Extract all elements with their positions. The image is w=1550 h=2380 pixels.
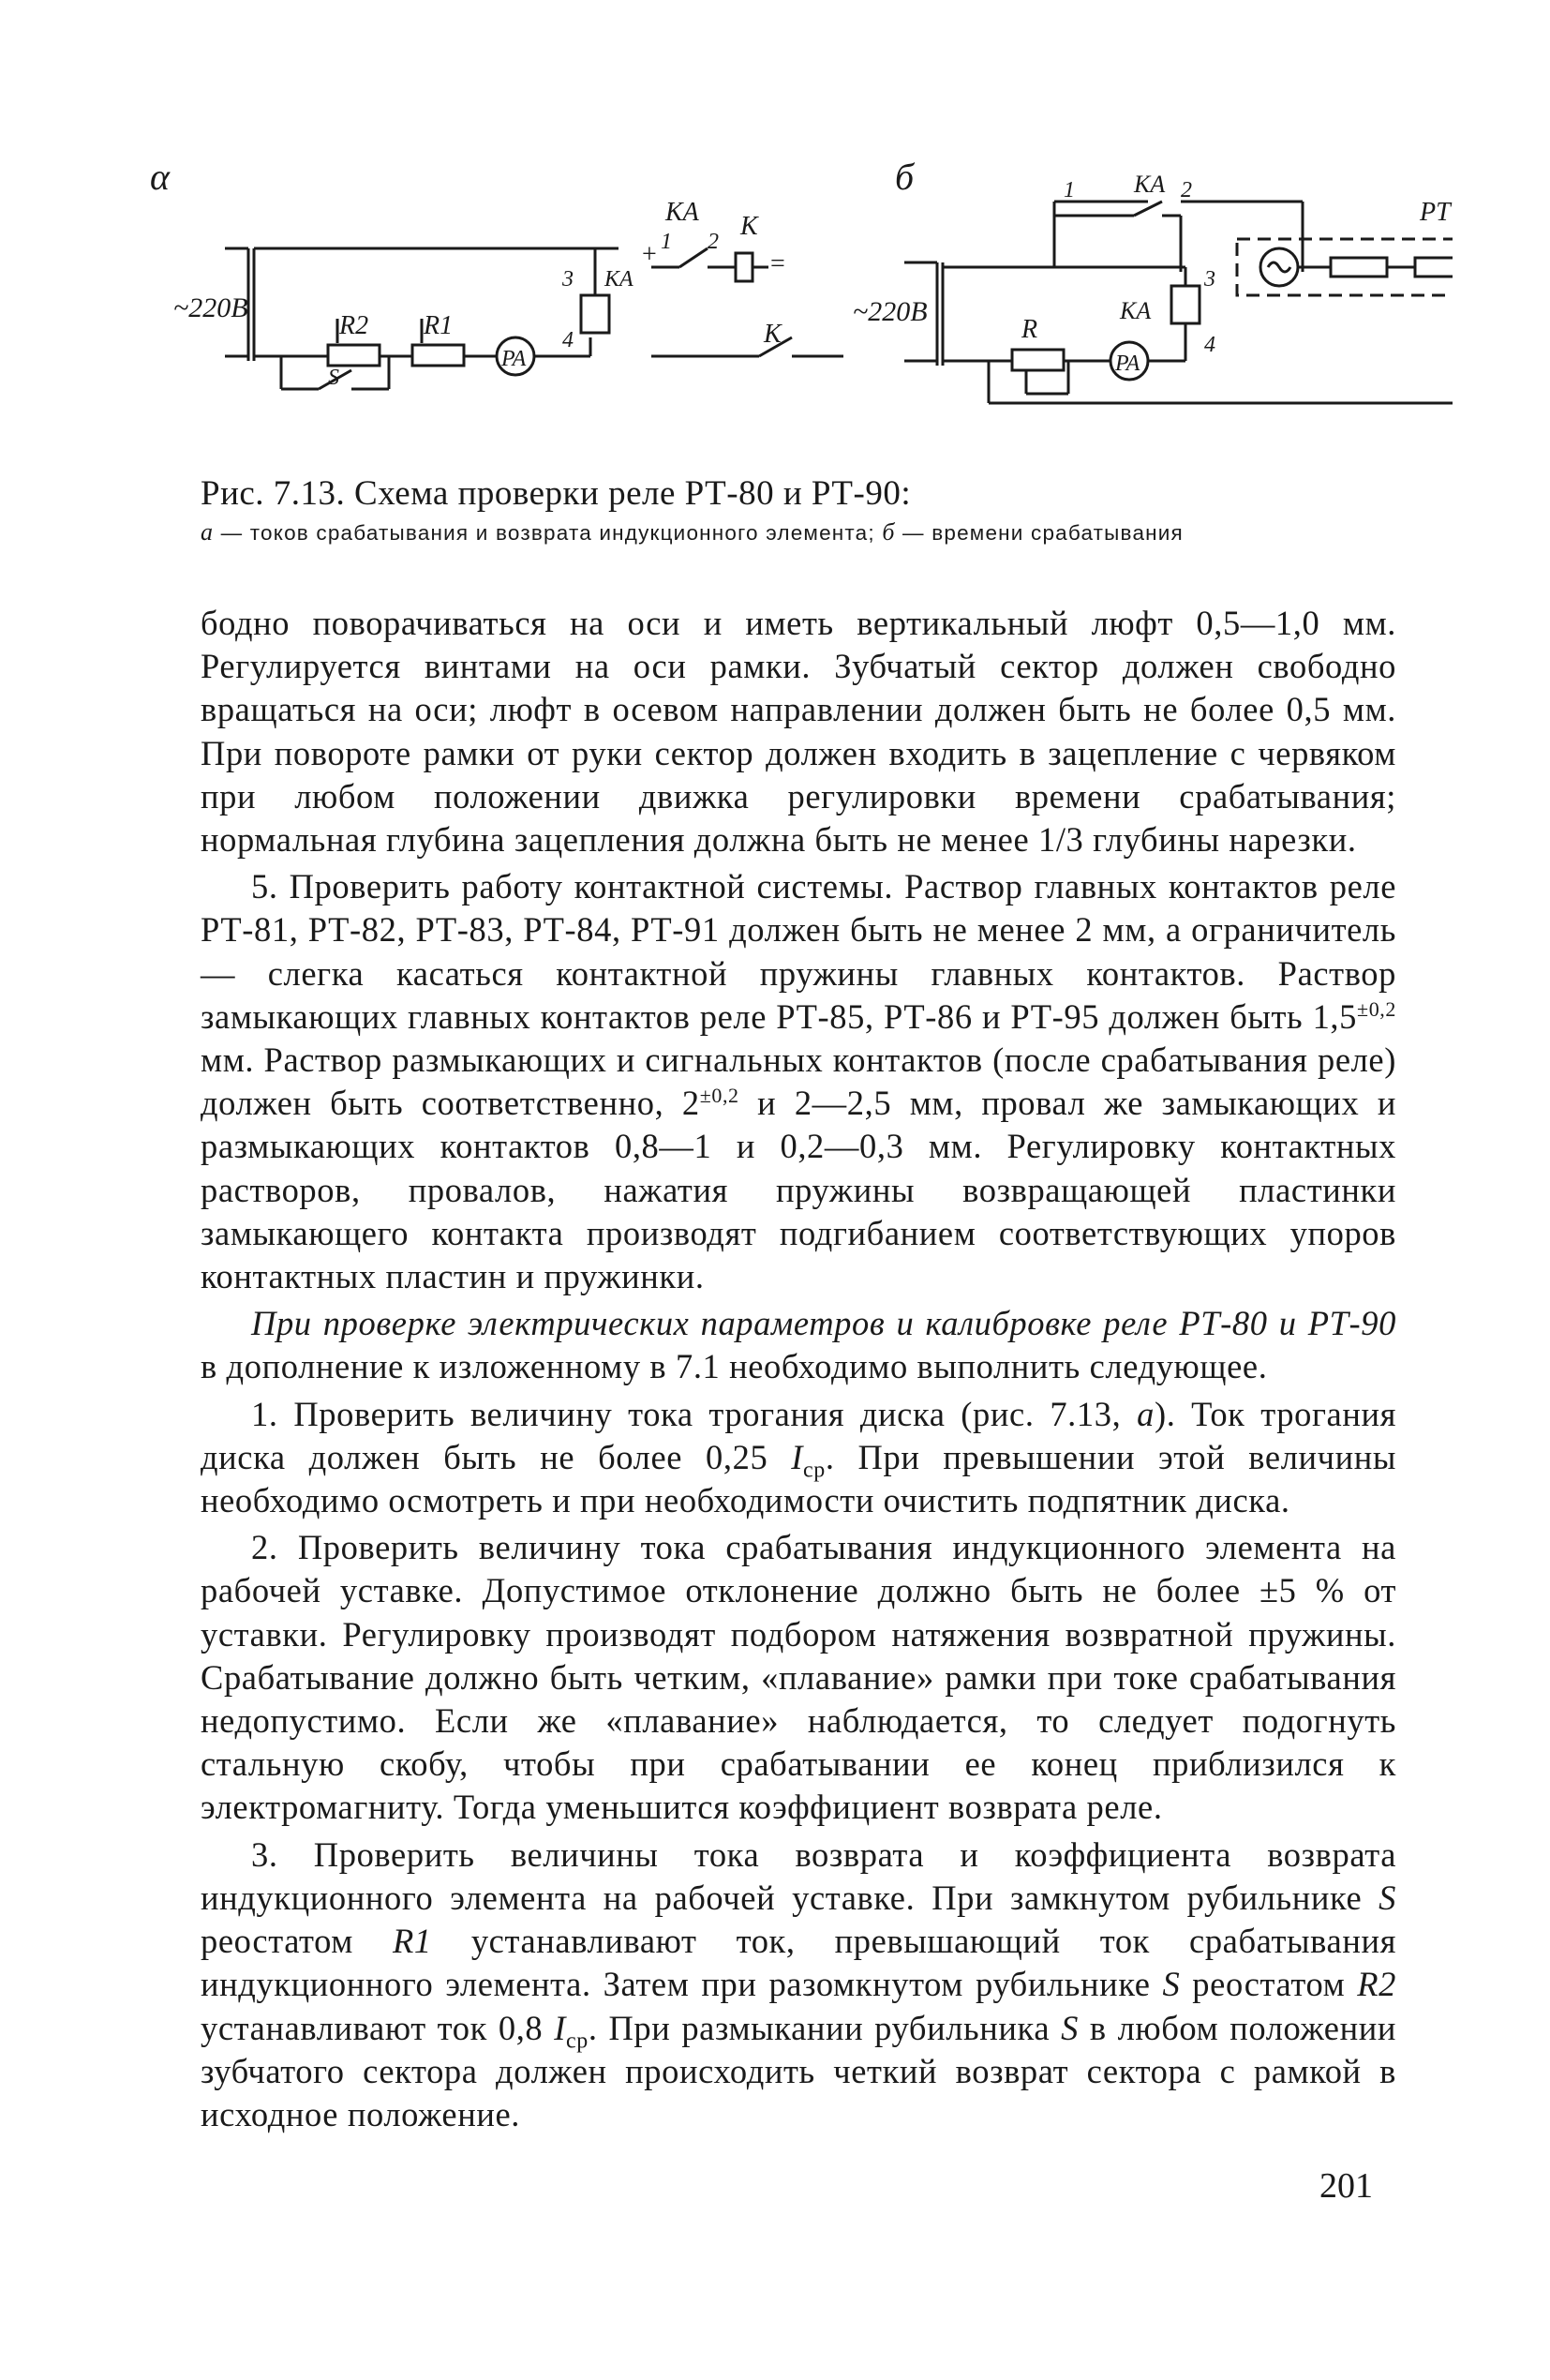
figure-caption xyxy=(201,473,1396,546)
terminal-1-b: 1 xyxy=(1064,178,1075,202)
p4-part-c: . При превышении этой величины необходимо осмотреть и при необходимости очистить подпятник диска. xyxy=(201,1437,1397,1520)
paragraph-6 xyxy=(201,1834,1396,2136)
p6-s-3: S xyxy=(1061,2008,1079,2047)
terminal-4-b: 4 xyxy=(1204,333,1215,357)
body-text xyxy=(201,602,1396,2136)
legend-a-text: — токов срабатывания и возврата индукционного элемента; xyxy=(214,521,883,545)
p6-part-e: устанавливают ток 0,8 xyxy=(201,2008,555,2047)
paragraph-3 xyxy=(201,1302,1396,1388)
ka-coil-label-b: KA xyxy=(1120,297,1152,324)
plus-label: + xyxy=(642,240,657,269)
r1-label: R1 xyxy=(424,311,454,340)
ka-top-label: KA xyxy=(665,198,699,227)
k-bottom-label: K xyxy=(764,320,782,349)
p4-figure-ref: а xyxy=(1137,1394,1155,1433)
terminal-1-a: 1 xyxy=(661,230,672,254)
p6-part-c: устанавливают ток, превышающий ток срабатывания индукционного элемента. Затем при разомкнутом рубильнике xyxy=(201,1922,1396,2004)
ka-coil-label-a: KA xyxy=(604,267,633,292)
r-label-b: R xyxy=(1021,315,1038,344)
paragraph-4 xyxy=(201,1393,1396,1523)
p6-part-d: реостатом xyxy=(1180,1965,1358,2004)
paragraph-1: бодно поворачиваться на оси и иметь вертикальный люфт 0,5—1,0 мм. Регулируется винтами на оси рамки. Зубчатый сектор должен свободно вращаться на оси; люфт в осевом направлении должен быть не более 0,5 мм. При повороте рамки от руки сектор должен входить в зацепление с червяком при любом положении движка регулировки времени срабатывания; нормальная глубина зацепления должна быть не менее 1/3 глубины нарезки. xyxy=(201,604,1396,860)
p6-part-g: в любом положении зубчатого сектора должен происходить четкий возврат сектора с рамкой в исходное положение. xyxy=(201,2008,1396,2133)
p2-part-b: мм. Раствор размыкающих и сигнальных контактов (после срабатывания реле) должен быть соответственно, 2 xyxy=(201,1040,1396,1123)
r2-label: R2 xyxy=(339,311,369,340)
terminal-3-b: 3 xyxy=(1204,267,1215,292)
pa-label-a: PA xyxy=(501,347,527,371)
rt-label: PT xyxy=(1420,198,1451,227)
voltage-label-a: ~220В xyxy=(173,292,248,323)
legend-a-letter: а xyxy=(201,518,215,546)
p4-part-a: 1. Проверить величину тока трогания диска (рис. 7.13, xyxy=(251,1394,1138,1433)
p4-part-b: ). Ток трогания диска должен быть не более 0,25 xyxy=(201,1394,1396,1476)
p6-subscript: ср xyxy=(565,2028,589,2053)
p6-r1: R1 xyxy=(393,1922,432,1961)
p6-part-a: 3. Проверить величины тока возврата и коэффициента возврата индукционного элемента на рабочей уставке. При замкнутом рубильнике xyxy=(201,1834,1396,1917)
p6-r2: R2 xyxy=(1357,1965,1396,2004)
figure-7-13 xyxy=(141,150,1453,459)
panel-b-label: б xyxy=(895,156,915,198)
legend-b-letter: б xyxy=(882,518,896,546)
p2-tolerance-1: ±0,2 xyxy=(1357,996,1396,1021)
p3-rest: в дополнение к изложенному в 7.1 необходимо выполнить следующее. xyxy=(201,1347,1268,1386)
terminal-4-a: 4 xyxy=(562,328,574,352)
terminal-3-a: 3 xyxy=(562,267,574,292)
p2-part-c: и 2—2,5 мм, провал же замыкающих и размыкающих контактов 0,8—1 и 0,2—0,3 мм. Регулировку контактных растворов, провалов, нажатия пружины возвращающей пластинки замыкающего контакта производят подгибанием соответствующих упоров контактных пластин и пружинки. xyxy=(201,1084,1397,1296)
p6-s-2: S xyxy=(1162,1965,1181,2004)
legend-b-text: — времени срабатывания xyxy=(895,521,1184,545)
terminal-2-b: 2 xyxy=(1181,178,1192,202)
p4-current-symbol: I xyxy=(791,1437,804,1476)
caption-legend xyxy=(201,518,1396,546)
p6-part-b: реостатом xyxy=(201,1922,394,1961)
k-top-label: K xyxy=(740,212,758,241)
p6-s-1: S xyxy=(1379,1878,1396,1917)
p2-tolerance-2: ±0,2 xyxy=(699,1084,739,1108)
schematic-diagram xyxy=(141,150,1453,459)
eq-label: = xyxy=(770,249,785,278)
paragraph-2 xyxy=(201,865,1396,1298)
p2-part-a: 5. Проверить работу контактной системы. Раствор главных контактов реле РТ-81, РТ-82, РТ-83, РТ-84, РТ-91 должен быть не менее 2 мм, а ограничитель — слегка касаться контактной пружины главных контактов. Раствор замыкающих главных контактов реле РТ-85, РТ-86 и РТ-95 должен быть 1,5 xyxy=(201,867,1396,1036)
s-label: S xyxy=(328,366,339,390)
ka-label-b: KA xyxy=(1134,171,1166,198)
terminal-2-a: 2 xyxy=(708,230,719,254)
voltage-label-b: ~220В xyxy=(853,296,928,327)
p6-current-symbol: I xyxy=(554,2008,566,2047)
pa-label-b: PA xyxy=(1115,352,1140,376)
p4-subscript: ср xyxy=(803,1458,826,1483)
caption-title: Рис. 7.13. Схема проверки реле РТ-80 и РТ-90: xyxy=(201,474,912,513)
p6-part-f: . При размыкании рубильника xyxy=(588,2008,1062,2047)
page-number: 201 xyxy=(1319,2166,1373,2206)
p3-italic: При проверке электрических параметров и калибровке реле РТ-80 и РТ-90 xyxy=(251,1304,1396,1343)
panel-a-label: α xyxy=(150,156,170,198)
paragraph-5: 2. Проверить величину тока срабатывания индукционного элемента на рабочей уставке. Допустимое отклонение должно быть не более ±5 % от уставки. Регулировку производят подбором натяжения возвратной пружины. Срабатывание должно быть четким, «плавание» рамки при токе срабатывания недопустимо. Если же «плавание» наблюдается, то следует подогнуть стальную скобу, чтобы при срабатывании ее конец приблизился к электромагниту. Тогда уменьшится коэффициент возврата реле. xyxy=(201,1528,1396,1827)
